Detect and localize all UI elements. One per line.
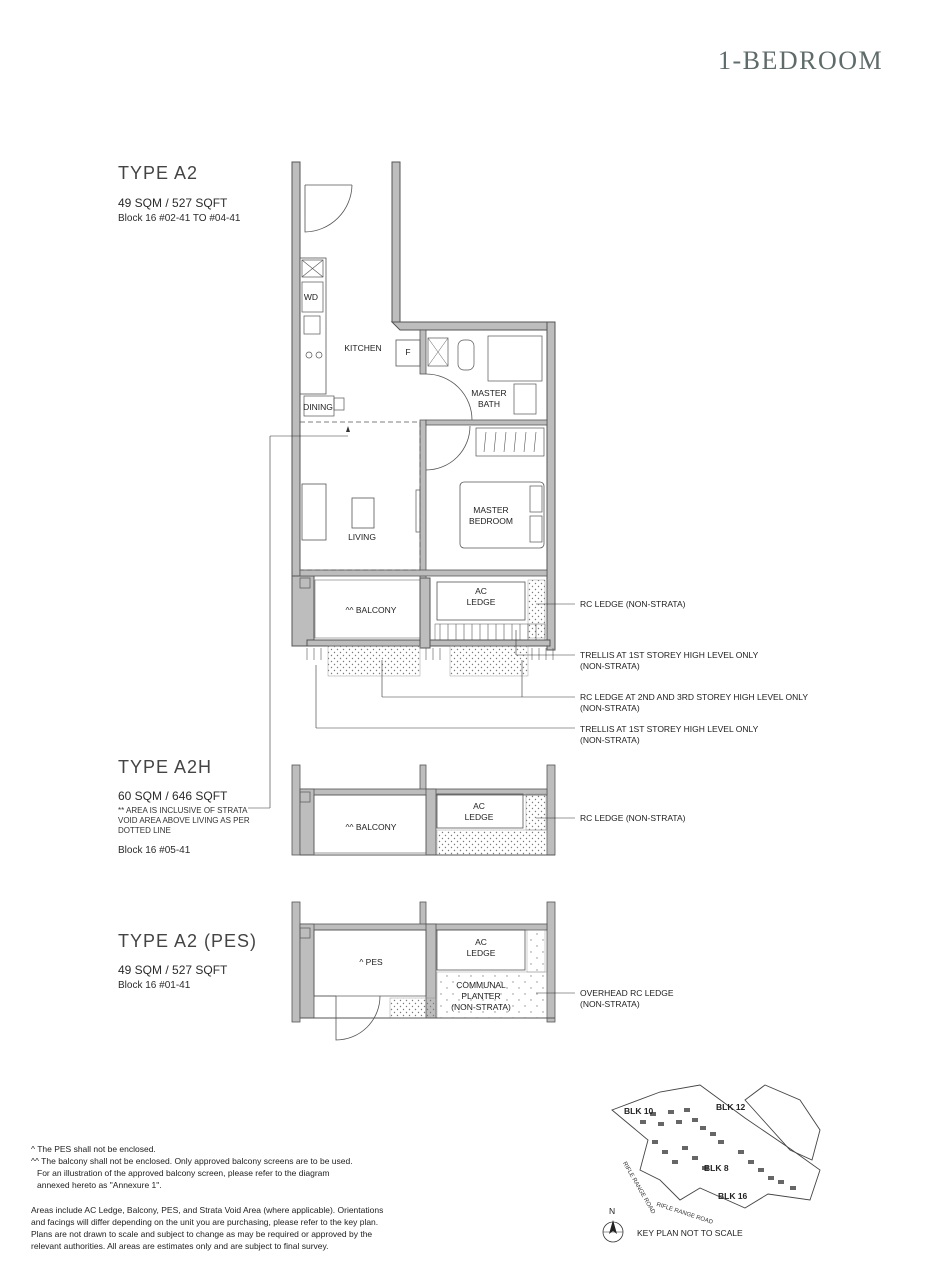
room-wd: WD	[303, 292, 319, 302]
callout-rc-ledge-h: RC LEDGE (NON-STRATA)	[580, 813, 686, 823]
a2h-balcony: ^^ BALCONY	[345, 822, 397, 832]
type-a2h-area: 60 SQM / 646 SQFT	[118, 789, 228, 803]
callout-rc-ledge: RC LEDGE (NON-STRATA)	[580, 599, 686, 609]
ac-ledge-label-1: AC	[475, 586, 487, 596]
key-plan-caption: KEY PLAN NOT TO SCALE	[637, 1228, 743, 1238]
callout-overhead-b: (NON-STRATA)	[580, 999, 640, 1009]
type-a2pes-area: 49 SQM / 527 SQFT	[118, 963, 228, 977]
key-blk16: BLK 16	[718, 1191, 748, 1201]
type-a2-title: TYPE A2	[118, 163, 199, 183]
key-blk8: BLK 8	[704, 1163, 729, 1173]
key-blk10: BLK 10	[624, 1106, 654, 1116]
type-a2-block: Block 16 #02-41 TO #04-41	[118, 213, 241, 224]
callout-trellis-2a: TRELLIS AT 1ST STOREY HIGH LEVEL ONLY	[580, 724, 759, 734]
planter-label-1: COMMUNAL	[456, 980, 506, 990]
room-master-bed-2: BEDROOM	[469, 516, 513, 526]
page-heading: 1-BEDROOM	[718, 46, 884, 75]
note-balcony-3: annexed hereto as "Annexure 1".	[37, 1180, 162, 1190]
note-pes: ^ The PES shall not be enclosed.	[31, 1144, 156, 1154]
room-living: LIVING	[348, 532, 376, 542]
a2h-ac-ledge-1: AC	[473, 801, 485, 811]
key-road-1: RIFLE RANGE ROAD	[621, 1161, 656, 1216]
callout-trellis-1b: (NON-STRATA)	[580, 661, 640, 671]
callout-rc-ledge-2a: RC LEDGE AT 2ND AND 3RD STOREY HIGH LEVEL ONLY	[580, 692, 808, 702]
disclaimer-4: relevant authorities. All areas are estimates only and are subject to final survey.	[31, 1241, 329, 1251]
type-a2pes-block: Block 16 #01-41	[118, 980, 191, 991]
key-blk12: BLK 12	[716, 1102, 746, 1112]
type-a2h-block: Block 16 #05-41	[118, 845, 191, 856]
callout-rc-ledge-2b: (NON-STRATA)	[580, 703, 640, 713]
room-master-bed-1: MASTER	[473, 505, 509, 515]
pes-ac-ledge-1: AC	[475, 937, 487, 947]
callout-overhead-a: OVERHEAD RC LEDGE	[580, 988, 674, 998]
room-kitchen: KITCHEN	[344, 343, 382, 353]
type-a2h-note: ** AREA IS INCLUSIVE OF STRATA VOID AREA ABOVE LIVING AS PER DOTTED LINE	[118, 806, 250, 835]
type-a2pes-title: TYPE A2 (PES)	[118, 931, 258, 951]
type-a2h-title: TYPE A2H	[118, 757, 213, 777]
disclaimer-2: and facings will differ depending on the unit you are purchasing, please refer to the key plan.	[31, 1217, 379, 1227]
pes-label: ^ PES	[359, 957, 383, 967]
planter-label-3: (NON-STRATA)	[451, 1002, 511, 1012]
room-master-bath-1: MASTER	[471, 388, 507, 398]
planter-label-2: PLANTER	[461, 991, 501, 1001]
key-north: N	[609, 1206, 616, 1216]
room-dining: DINING	[303, 402, 333, 412]
disclaimer-1: Areas include AC Ledge, Balcony, PES, and Strata Void Area (where applicable). Orientations	[31, 1205, 384, 1215]
room-balcony: ^^ BALCONY	[345, 605, 397, 615]
note-balcony: ^^ The balcony shall not be enclosed. Only approved balcony screens are to be used.	[31, 1156, 353, 1166]
callout-trellis-2b: (NON-STRATA)	[580, 735, 640, 745]
a2h-ac-ledge-2: LEDGE	[464, 812, 494, 822]
note-balcony-2: For an illustration of the approved balcony screen, please refer to the diagram	[37, 1168, 330, 1178]
ac-ledge-label-2: LEDGE	[466, 597, 496, 607]
room-master-bath-2: BATH	[477, 399, 501, 409]
type-a2-area: 49 SQM / 527 SQFT	[118, 196, 228, 210]
disclaimer-3: Plans are not drawn to scale and subject to change as may be required or approved by the	[31, 1229, 373, 1239]
room-fridge: F	[405, 347, 411, 357]
key-road-2: RIFLE RANGE ROAD	[655, 1201, 714, 1226]
callout-trellis-1a: TRELLIS AT 1ST STOREY HIGH LEVEL ONLY	[580, 650, 759, 660]
pes-ac-ledge-2: LEDGE	[466, 948, 496, 958]
